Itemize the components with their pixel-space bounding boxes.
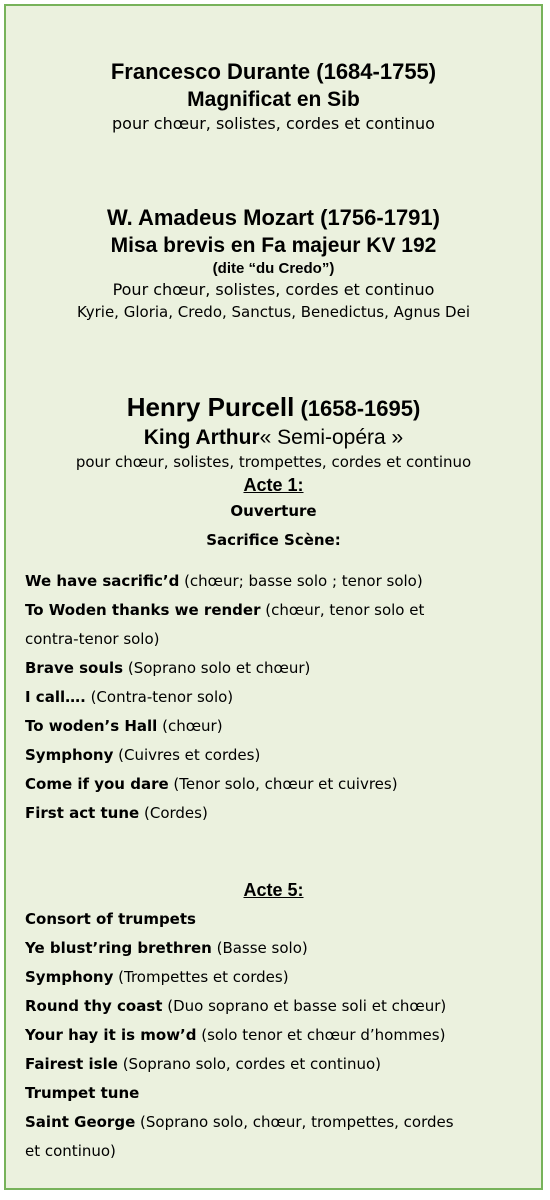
durante-forces: pour chœur, solistes, cordes et continuo <box>112 114 435 133</box>
list-item: Fairest isle (Soprano solo, cordes et continuo) <box>25 1055 382 1073</box>
list-item: Come if you dare (Tenor solo, chœur et cuivres) <box>25 775 398 793</box>
mozart-work-key: en Fa majeur KV 192 <box>225 234 437 257</box>
list-item: et continuo) <box>25 1142 116 1160</box>
list-item: Symphony (Trompettes et cordes) <box>25 968 289 986</box>
act1-list <box>25 567 531 828</box>
list-item: Symphony (Cuivres et cordes) <box>25 746 261 764</box>
purcell-work-name: King Arthur <box>143 426 260 449</box>
purcell-work-genre: « Semi-opéra » <box>259 426 404 449</box>
list-item: Trumpet tune <box>25 1084 140 1102</box>
list-item: Your hay it is mow’d (solo tenor et chœur d’hommes) <box>25 1026 446 1044</box>
list-item: First act tune (Cordes) <box>25 804 208 822</box>
mozart-forces: Pour chœur, solistes, cordes et continuo <box>112 280 435 299</box>
list-item: Consort of trumpets <box>25 910 196 928</box>
mozart-nickname: (dite “du Credo”) <box>212 260 335 277</box>
list-item: We have sacrific’d (chœur; basse solo ; tenor solo) <box>25 572 423 590</box>
mozart-movements: Kyrie, Gloria, Credo, Sanctus, Benedictus, Agnus Dei <box>77 303 470 321</box>
list-item: contra-tenor solo) <box>25 630 160 648</box>
list-item: To Woden thanks we render (chœur, tenor solo et <box>25 601 425 619</box>
purcell-work-title <box>6 425 541 451</box>
list-item: To woden’s Hall (chœur) <box>25 717 223 735</box>
list-item: Ye blust’ring brethren (Basse solo) <box>25 939 308 957</box>
purcell-section <box>6 391 541 555</box>
act5-list <box>25 905 531 1166</box>
purcell-composer-dates: (1658-1695) <box>294 396 421 421</box>
purcell-composer-name: Henry Purcell <box>126 392 295 422</box>
list-item: Brave souls (Soprano solo et chœur) <box>25 659 311 677</box>
act1-overture: Ouverture <box>230 502 317 520</box>
list-item: I call…. (Contra-tenor solo) <box>25 688 234 706</box>
act1-heading: Acte 1: <box>243 475 304 495</box>
purcell-forces: pour chœur, solistes, trompettes, cordes et continuo <box>75 453 472 471</box>
mozart-work-title <box>6 232 541 259</box>
act1-scene: Sacrifice Scène: <box>206 531 341 549</box>
durante-work-title: Magnificat en Sib <box>187 88 360 111</box>
list-item: Saint George (Soprano solo, chœur, trompettes, cordes <box>25 1113 454 1131</box>
mozart-section <box>6 204 541 323</box>
list-item: Round thy coast (Duo soprano et basse soli et chœur) <box>25 997 447 1015</box>
durante-section <box>6 58 541 135</box>
act5-section <box>6 878 541 902</box>
program-panel <box>4 4 543 1190</box>
mozart-work-name: Misa brevis <box>110 234 226 257</box>
purcell-composer <box>6 391 541 425</box>
act5-heading: Acte 5: <box>243 880 304 900</box>
durante-composer: Francesco Durante (1684-1755) <box>110 59 437 84</box>
mozart-composer: W. Amadeus Mozart (1756-1791) <box>107 205 440 230</box>
